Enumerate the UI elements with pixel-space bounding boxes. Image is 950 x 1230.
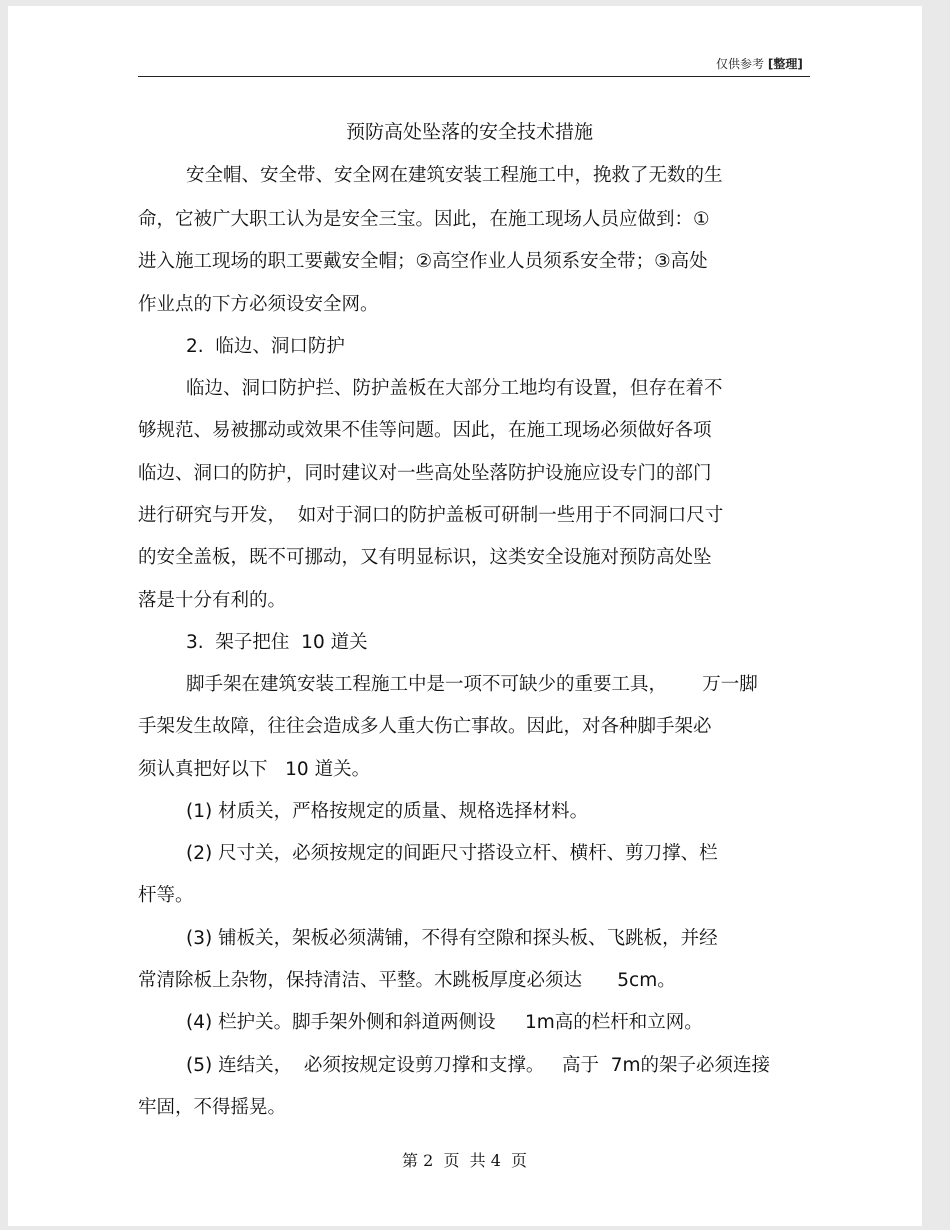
section-heading: 3. 架子把住 10 道关 <box>186 632 368 653</box>
document-page <box>8 6 922 1226</box>
paragraph-line: 进行研究与开发， 如对于洞口的防护盖板可研制一些用于不同洞口尺寸 <box>138 505 724 526</box>
paragraph-line: 临边、洞口的防护，同时建议对一些高处坠落防护设施应设专门的部门 <box>138 463 712 484</box>
header-note-text: 仅供参考 <box>716 57 765 71</box>
paragraph-line: 杆等。 <box>138 885 194 906</box>
paragraph-line: 落是十分有利的。 <box>138 590 287 611</box>
paragraph-line: 手架发生故障，往往会造成多人重大伤亡事故。因此，对各种脚手架必 <box>138 716 712 737</box>
paragraph-line: 须认真把好以下 10 道关。 <box>138 759 371 780</box>
paragraph-line: 进入施工现场的职工要戴安全帽；②高空作业人员须系安全带；③高处 <box>138 251 708 272</box>
paragraph-line: 安全帽、安全带、安全网在建筑安装工程施工中，挽救了无数的生 <box>186 165 723 186</box>
list-item: (3) 铺板关，架板必须满铺，不得有空隙和探头板、飞跳板，并经 <box>186 928 718 949</box>
paragraph-line: 脚手架在建筑安装工程施工中是一项不可缺少的重要工具， 万一脚 <box>186 674 758 695</box>
paragraph-line: 够规范、易被挪动或效果不佳等问题。因此，在施工现场必须做好各项 <box>138 420 712 441</box>
paragraph-line: 常清除板上杂物，保持清洁、平整。木跳板厚度必须达 5cm。 <box>138 970 676 991</box>
paragraph-line: 命，它被广大职工认为是安全三宝。因此，在施工现场人员应做到：① <box>138 209 710 230</box>
header-tag: [整理] <box>767 57 803 71</box>
list-item: (5) 连结关， 必须按规定设剪刀撑和支撑。 高于 7m的架子必须连接 <box>186 1055 771 1076</box>
document-title: 预防高处坠落的安全技术措施 <box>346 121 594 143</box>
list-item: (1) 材质关，严格按规定的质量、规格选择材料。 <box>186 801 589 822</box>
page-number: 第 2 页 共 4 页 <box>402 1151 528 1170</box>
list-item: (2) 尺寸关，必须按规定的间距尺寸搭设立杆、横杆、剪刀撑、栏 <box>186 843 718 864</box>
paragraph-line: 的安全盖板，既不可挪动，又有明显标识，这类安全设施对预防高处坠 <box>138 547 712 568</box>
header-divider <box>138 76 810 77</box>
paragraph-line: 牢固，不得摇晃。 <box>138 1097 287 1118</box>
list-item: (4) 栏护关。脚手架外侧和斜道两侧设 1m高的栏杆和立网。 <box>186 1012 703 1033</box>
section-heading: 2. 临边、洞口防护 <box>186 336 345 357</box>
header-note <box>716 55 803 72</box>
paragraph-line: 临边、洞口防护拦、防护盖板在大部分工地均有设置，但存在着不 <box>186 378 723 399</box>
paragraph-line: 作业点的下方必须设安全网。 <box>138 294 379 315</box>
